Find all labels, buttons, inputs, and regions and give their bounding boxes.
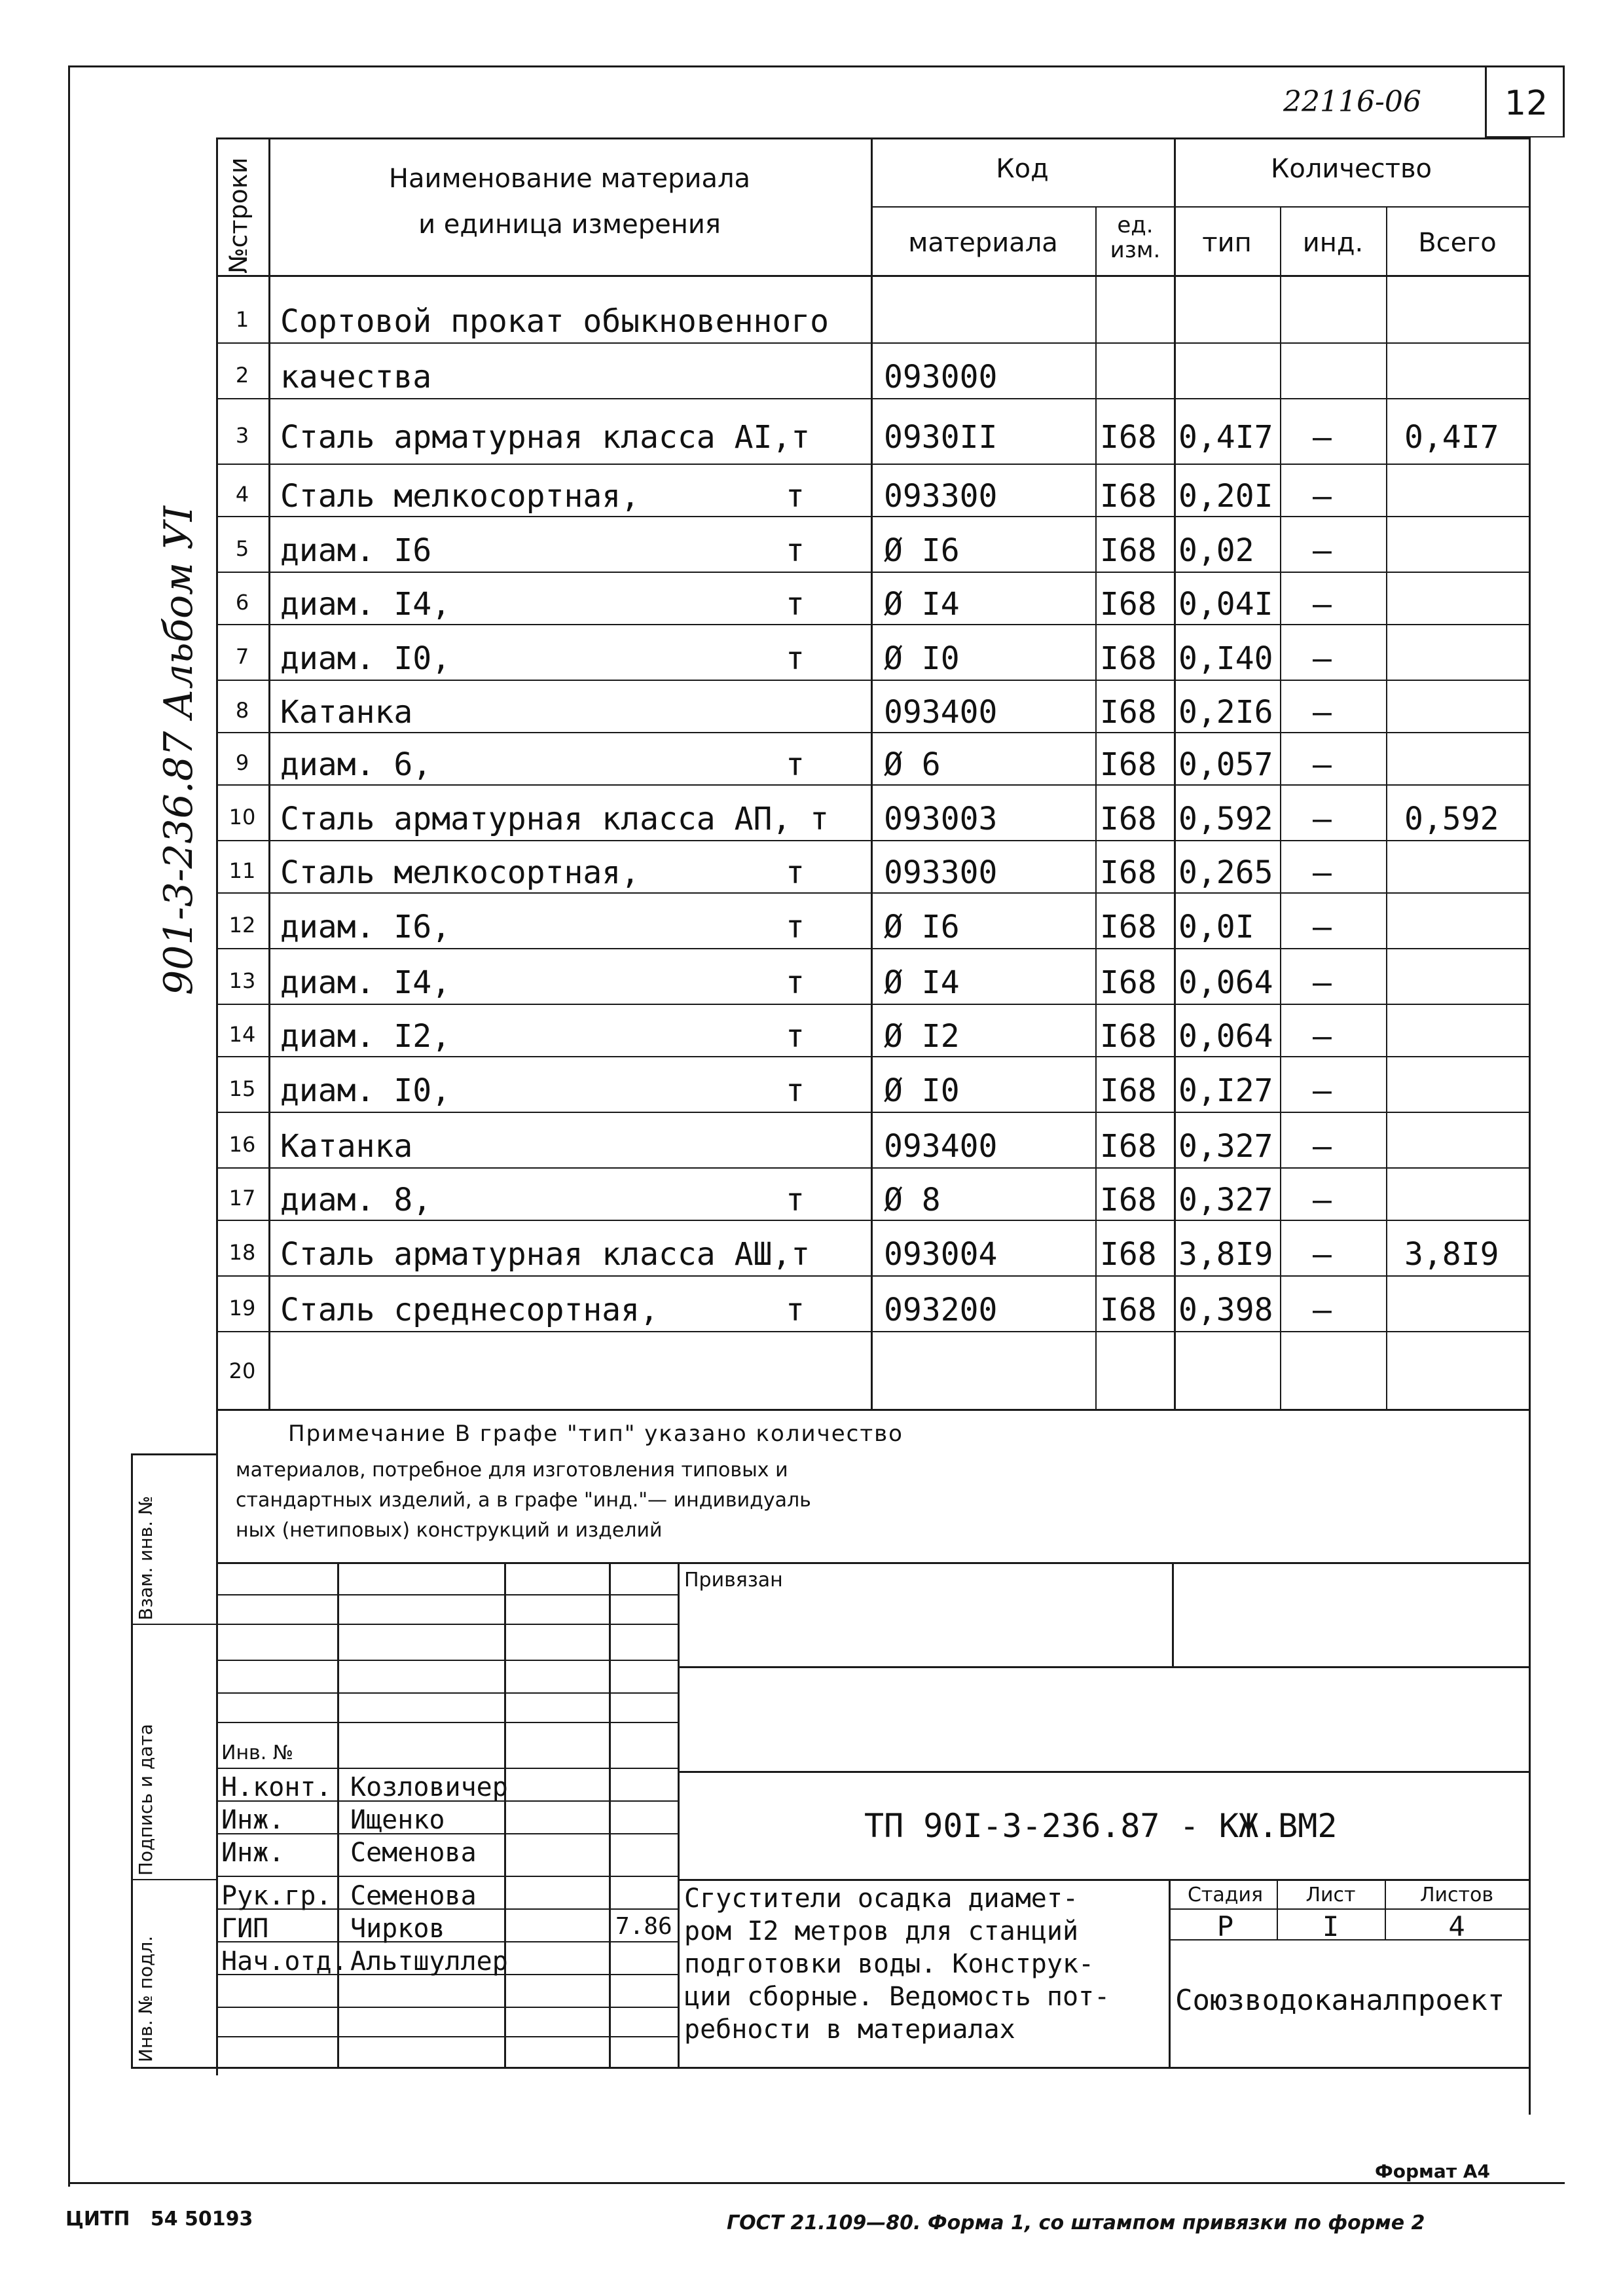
row-unit-code: I68 [1100, 532, 1157, 569]
row-number: 13 [228, 968, 256, 993]
stamp-grid-line [216, 1941, 678, 1942]
stamp-designation-bottom [678, 1879, 1531, 1881]
row-qty-ind: – [1313, 1182, 1332, 1218]
row-unit: т [786, 586, 805, 623]
row-name: диам. I4, [280, 964, 451, 1001]
row-code: Ø I0 [884, 1072, 960, 1109]
stamp-grid-line [216, 1768, 678, 1769]
row-name: Сталь арматурная класса АП, т [280, 800, 830, 837]
row-name: диам. 6, [280, 746, 432, 783]
header-name-l2: и единица измерения [418, 210, 721, 240]
stamp-vert-1 [337, 1562, 339, 2067]
stamp-left-div1 [131, 1624, 217, 1625]
corner-code: 22116-06 [1283, 85, 1421, 118]
stamp-staff-name: Семенова [350, 1838, 477, 1868]
stamp-sheet-label: Лист [1305, 1884, 1356, 1906]
row-number: 10 [228, 804, 256, 829]
table-body-bottom [216, 1409, 1531, 1411]
header-q-total: Всего [1418, 228, 1497, 258]
row-name: качества [280, 358, 432, 395]
row-qty-ind: – [1313, 1072, 1332, 1109]
row-number: 9 [235, 750, 249, 775]
row-number: 7 [235, 644, 249, 669]
header-quantity: Количество [1270, 154, 1432, 184]
stamp-privyazan-bottom [678, 1666, 1531, 1668]
row-code: Ø I6 [884, 908, 960, 945]
row-code: 093300 [884, 854, 998, 891]
note-line-3: стандартных изделий, а в графе "инд."— индивидуаль [236, 1489, 811, 1512]
stamp-grid-line [216, 1660, 678, 1661]
row-unit: т [786, 1291, 805, 1328]
row-number: 18 [228, 1239, 256, 1265]
row-unit: т [786, 640, 805, 677]
header-sub-line [871, 206, 1529, 208]
row-qty-ind: – [1313, 1018, 1332, 1055]
row-code: Ø I4 [884, 964, 960, 1001]
row-number: 20 [228, 1358, 256, 1383]
stamp-grid-line [216, 2007, 678, 2008]
row-number: 11 [228, 858, 256, 883]
row-number: 2 [235, 362, 249, 388]
table-top [216, 137, 1531, 139]
frame-right [1563, 65, 1565, 137]
row-qty-type: 0,02 [1178, 532, 1254, 569]
stamp-label-vzam: Взам. инв. № [135, 1495, 156, 1620]
row-qty-type: 0,265 [1178, 854, 1273, 891]
row-qty-ind: – [1313, 694, 1332, 731]
row-divider [216, 1056, 1529, 1057]
row-qty-type: 0,592 [1178, 800, 1273, 837]
row-unit-code: I68 [1100, 419, 1157, 456]
row-name: Катанка [280, 1127, 413, 1165]
row-name: диам. I6, [280, 908, 451, 945]
stamp-title-line: ции сборные. Ведомость пот- [684, 1982, 1110, 2012]
stamp-inv-no: Инв. № [221, 1741, 294, 1764]
row-name: Катанка [280, 694, 413, 731]
row-number: 17 [228, 1186, 256, 1211]
row-divider [216, 784, 1529, 786]
row-unit-code: I68 [1100, 800, 1157, 837]
stamp-grid-line [216, 1624, 678, 1625]
row-code: Ø 8 [884, 1182, 941, 1218]
row-number: 19 [228, 1295, 256, 1321]
row-number: 12 [228, 912, 256, 938]
row-code: Ø I4 [884, 586, 960, 623]
row-code: 093200 [884, 1291, 998, 1328]
stamp-staff-name: Семенова [350, 1881, 477, 1911]
row-qty-type: 0,I40 [1178, 640, 1273, 677]
header-code-unit: ед. изм. [1110, 212, 1161, 263]
row-unit-code: I68 [1100, 1072, 1157, 1109]
row-divider [216, 1112, 1529, 1113]
row-divider [216, 1167, 1529, 1169]
row-qty-type: 0,327 [1178, 1127, 1273, 1165]
footer-gost: ГОСТ 21.109—80. Форма 1, со штампом привязки по форме 2 [727, 2212, 1425, 2234]
footer-left: ЦИТП 54 50193 [65, 2208, 253, 2231]
row-number: 5 [235, 536, 249, 561]
stamp-stage: Р [1216, 1910, 1234, 1942]
album-side-label: 901-3-236.87 Альбом УI [156, 505, 202, 995]
row-code: Ø I6 [884, 532, 960, 569]
stamp-staff-role: Инж. [221, 1838, 285, 1868]
row-name: диам. 8, [280, 1182, 432, 1218]
header-name-l1: Наименование материала [388, 164, 751, 194]
stamp-grid-line [216, 1594, 678, 1595]
stamp-stage-label: Стадия [1187, 1884, 1264, 1906]
row-code: 093000 [884, 358, 998, 395]
row-qty-total: 0,592 [1404, 800, 1499, 837]
stamp-staff-role: Н.конт. [221, 1772, 332, 1802]
stamp-staff-role: ГИП [221, 1914, 269, 1944]
frame-top [68, 65, 1565, 67]
row-unit-code: I68 [1100, 478, 1157, 515]
row-name: Сталь арматурная класса АШ,т [280, 1235, 811, 1273]
stamp-left-bottom [131, 2067, 1531, 2069]
row-name: Сортовой прокат обыкновенного [280, 302, 830, 340]
frame-left [68, 65, 70, 2187]
row-number: 14 [228, 1022, 256, 1047]
row-qty-ind: – [1313, 1291, 1332, 1328]
row-qty-type: 0,4I7 [1178, 419, 1273, 456]
stamp-designation-top [678, 1771, 1531, 1773]
stamp-sheet: I [1322, 1910, 1340, 1942]
header-q-ind: инд. [1302, 228, 1364, 258]
row-number: 4 [235, 482, 249, 507]
stamp-grid-line [216, 1692, 678, 1694]
row-code: 093300 [884, 478, 998, 515]
row-unit: т [786, 1182, 805, 1218]
row-divider [216, 1004, 1529, 1005]
stamp-designation: ТП 90I-3-236.87 - КЖ.ВМ2 [864, 1807, 1338, 1845]
row-unit: т [786, 478, 805, 515]
stamp-staff-name: Козловичер [350, 1772, 508, 1802]
stamp-grid-line [216, 1722, 678, 1723]
stamp-staff-name: Альтшуллер [350, 1946, 508, 1977]
row-name: диам. I2, [280, 1018, 451, 1055]
row-qty-total: 0,4I7 [1404, 419, 1499, 456]
row-divider [216, 1275, 1529, 1277]
row-divider [216, 624, 1529, 625]
row-unit-code: I68 [1100, 640, 1157, 677]
row-name: диам. I0, [280, 640, 451, 677]
row-number: 1 [235, 306, 249, 332]
stamp-title-line: ром I2 метров для станций [684, 1916, 1079, 1946]
stamp-vert-2 [504, 1562, 506, 2067]
corner-box-left [1485, 65, 1487, 137]
row-unit-code: I68 [1100, 854, 1157, 891]
row-qty-type: 3,8I9 [1178, 1235, 1273, 1273]
row-number: 16 [228, 1131, 256, 1157]
row-name: Сталь мелкосортная, [280, 478, 640, 515]
row-unit-code: I68 [1100, 746, 1157, 783]
row-name: Сталь среднесортная, [280, 1291, 659, 1328]
row-divider [216, 342, 1529, 344]
row-qty-ind: – [1313, 586, 1332, 623]
row-unit: т [786, 746, 805, 783]
row-divider [216, 892, 1529, 894]
stamp-label-podpis: Подпись и дата [135, 1724, 156, 1876]
stamp-vert-4 [678, 1562, 680, 2067]
stamp-privyazan: Привязан [684, 1569, 783, 1592]
row-qty-ind: – [1313, 746, 1332, 783]
stamp-vert-6 [1169, 1879, 1171, 2067]
stamp-left-div2 [131, 1879, 217, 1880]
row-name: Сталь арматурная класса АI,т [280, 419, 811, 456]
row-qty-type: 0,04I [1178, 586, 1273, 623]
note-line-2: материалов, потребное для изготовления типовых и [236, 1459, 788, 1482]
row-name: Сталь мелкосортная, [280, 854, 640, 891]
row-qty-ind: – [1313, 532, 1332, 569]
row-unit-code: I68 [1100, 1291, 1157, 1328]
row-divider [216, 1220, 1529, 1221]
row-name: диам. I6 [280, 532, 432, 569]
row-code: Ø I0 [884, 640, 960, 677]
row-unit: т [786, 854, 805, 891]
row-divider [216, 572, 1529, 573]
row-divider [216, 516, 1529, 517]
sheet-number: 12 [1504, 84, 1548, 123]
row-unit-code: I68 [1100, 964, 1157, 1001]
row-qty-ind: – [1313, 854, 1332, 891]
row-unit-code: I68 [1100, 908, 1157, 945]
note-line-4: ных (нетиповых) конструкций и изделий [236, 1519, 663, 1542]
row-unit: т [786, 964, 805, 1001]
row-divider [216, 840, 1529, 841]
row-qty-ind: – [1313, 419, 1332, 456]
stamp-grid-line [216, 1876, 678, 1877]
row-qty-ind: – [1313, 800, 1332, 837]
row-qty-type: 0,064 [1178, 1018, 1273, 1055]
header-bottom [216, 275, 1531, 277]
stamp-sheets-label: Листов [1419, 1884, 1494, 1906]
row-qty-ind: – [1313, 478, 1332, 515]
col-div-ind [1386, 206, 1387, 1411]
stamp-grid-line [216, 2036, 678, 2037]
row-qty-type: 0,0I [1178, 908, 1254, 945]
row-divider [216, 948, 1529, 949]
stamp-top [216, 1562, 1531, 1564]
row-unit-code: I68 [1100, 1127, 1157, 1165]
row-divider [216, 732, 1529, 733]
row-qty-ind: – [1313, 964, 1332, 1001]
row-qty-ind: – [1313, 640, 1332, 677]
row-qty-ind: – [1313, 1235, 1332, 1273]
row-qty-type: 0,327 [1178, 1182, 1273, 1218]
row-qty-type: 0,I27 [1178, 1072, 1273, 1109]
row-code: 0930II [884, 419, 998, 456]
stamp-left-top [131, 1453, 217, 1455]
row-code: Ø 6 [884, 746, 941, 783]
row-code: 093003 [884, 800, 998, 837]
stamp-title-line: Сгустители осадка диамет- [684, 1884, 1079, 1914]
row-unit-code: I68 [1100, 1018, 1157, 1055]
row-qty-type: 0,064 [1178, 964, 1273, 1001]
header-code-material: материала [908, 228, 1058, 258]
row-unit-code: I68 [1100, 1235, 1157, 1273]
row-divider [216, 1331, 1529, 1332]
header-row-no: №строки [224, 157, 253, 274]
row-qty-total: 3,8I9 [1404, 1235, 1499, 1273]
note-line-1: Примечание В графе "тип" указано количество [288, 1421, 903, 1447]
stamp-title-line: ребности в материалах [684, 2014, 1015, 2045]
row-divider [216, 398, 1529, 399]
row-unit: т [786, 1018, 805, 1055]
row-code: 093400 [884, 694, 998, 731]
row-unit-code: I68 [1100, 1182, 1157, 1218]
stamp-staff-name: Ищенко [350, 1805, 445, 1835]
row-name: диам. I4, [280, 586, 451, 623]
stamp-sheets: 4 [1448, 1910, 1465, 1942]
stamp-staff-role: Нач.отд. [221, 1946, 348, 1977]
row-qty-ind: – [1313, 1127, 1332, 1165]
stamp-stage-line1 [1169, 1908, 1531, 1910]
stamp-date: 7.86 [615, 1913, 672, 1940]
stamp-staff-role: Рук.гр. [221, 1881, 332, 1911]
row-number: 6 [235, 590, 249, 615]
footer-format: Формат А4 [1375, 2160, 1490, 2182]
row-qty-type: 0,20I [1178, 478, 1273, 515]
row-code: 093004 [884, 1235, 998, 1273]
row-qty-ind: – [1313, 908, 1332, 945]
stamp-staff-name: Чирков [350, 1914, 445, 1944]
row-qty-type: 0,057 [1178, 746, 1273, 783]
stamp-vert-3 [609, 1562, 611, 2067]
row-code: 093400 [884, 1127, 998, 1165]
stamp-title-line: подготовки воды. Конструк- [684, 1949, 1095, 1979]
row-number: 15 [228, 1076, 256, 1101]
col-div-tip [1280, 206, 1281, 1411]
row-unit: т [786, 1072, 805, 1109]
row-unit-code: I68 [1100, 694, 1157, 731]
row-unit: т [786, 532, 805, 569]
stamp-grid-line [216, 1833, 678, 1834]
row-divider [216, 464, 1529, 465]
stamp-staff-role: Инж. [221, 1805, 285, 1835]
row-number: 3 [235, 423, 249, 448]
header-q-type: тип [1202, 228, 1252, 258]
col-div-code [1095, 206, 1097, 1411]
row-number: 8 [235, 698, 249, 723]
stamp-label-inv-podl: Инв. № подл. [135, 1935, 156, 2062]
row-divider [216, 680, 1529, 681]
stamp-org: Союзводоканалпроект [1175, 1984, 1505, 2017]
row-code: Ø I2 [884, 1018, 960, 1055]
row-unit: т [786, 908, 805, 945]
stamp-left-col-line [131, 1453, 133, 2069]
row-qty-type: 0,398 [1178, 1291, 1273, 1328]
stamp-vert-5 [1172, 1562, 1174, 1667]
row-qty-type: 0,2I6 [1178, 694, 1273, 731]
row-unit-code: I68 [1100, 586, 1157, 623]
frame-bottom [68, 2182, 1565, 2184]
row-name: диам. I0, [280, 1072, 451, 1109]
header-code: Код [996, 154, 1049, 184]
table-right [1529, 137, 1531, 2115]
